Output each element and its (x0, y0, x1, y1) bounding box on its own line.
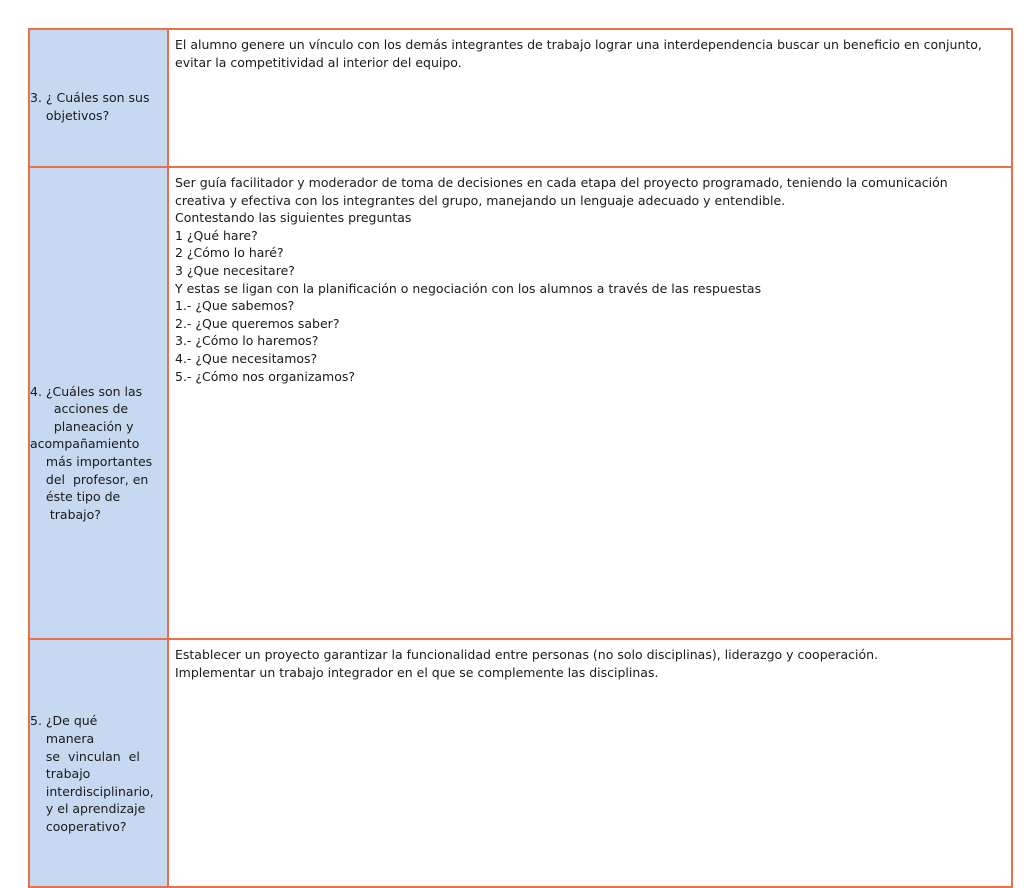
question-cell (29, 29, 168, 167)
question-line: 3. ¿ Cuáles son sus (30, 90, 150, 106)
question-cell (29, 639, 168, 887)
answer-line: 4.- ¿Que necesitamos? (175, 350, 318, 366)
table-row (29, 167, 1012, 639)
answer-line: 1.- ¿Que sabemos? (175, 298, 295, 314)
answer-line: Implementar un trabajo integrador en el que se complemente las disciplinas. (175, 664, 659, 680)
answer-line: El alumno genere un vínculo con los demás integrantes de trabajo lograr una interdependencia buscar un beneficio en conjunto, (175, 37, 982, 52)
question-line: planeación y (30, 418, 134, 434)
question-line: éste tipo de (30, 489, 121, 505)
question-line: 5. ¿De qué (30, 713, 98, 729)
question-line: acompañamiento (30, 436, 140, 452)
answer-line: 3 ¿Que necesitare? (175, 262, 295, 278)
answer-line: 2.- ¿Que queremos saber? (175, 315, 340, 331)
questions-table (28, 28, 1013, 888)
answer-line: Ser guía facilitador y moderador de toma de decisiones en cada etapa del proyecto programado, teniendo la comunicación (175, 175, 948, 190)
answer-cell (168, 639, 1012, 887)
question-line: y el aprendizaje (30, 801, 146, 817)
table-row (29, 29, 1012, 167)
table-row (29, 639, 1012, 887)
question-line: se vinculan el (30, 748, 140, 764)
question-line: trabajo (30, 766, 91, 782)
answer-line: 3.- ¿Cómo lo haremos? (175, 333, 319, 349)
question-line: 4. ¿Cuáles son las (30, 383, 143, 399)
answer-line: 1 ¿Qué hare? (175, 227, 258, 243)
answer-line: Y estas se ligan con la planificación o negociación con los alumnos a través de las respuestas (175, 280, 762, 296)
answer-cell (168, 167, 1012, 639)
answer-line: 5.- ¿Cómo nos organizamos? (175, 368, 356, 384)
question-line: trabajo? (30, 506, 101, 522)
answer-cell (168, 29, 1012, 167)
question-line: más importantes (30, 454, 153, 469)
answer-line: 2 ¿Cómo lo haré? (175, 245, 284, 261)
answer-line: creativa y efectiva con los integrantes del grupo, manejando un lenguaje adecuado y entendible. (175, 192, 786, 208)
question-line: acciones de (30, 401, 129, 417)
answer-line: Establecer un proyecto garantizar la funcionalidad entre personas (no solo disciplinas), liderazgo y cooperación. (175, 647, 879, 662)
question-line: manera (30, 731, 95, 747)
answer-line: Contestando las siguientes preguntas (175, 210, 412, 226)
question-line: objetivos? (30, 108, 110, 123)
question-line: cooperativo? (30, 818, 127, 834)
question-line: interdisciplinario, (30, 783, 154, 799)
answer-line: evitar la competitividad al interior del equipo. (175, 54, 462, 70)
question-line: del profesor, en (30, 471, 149, 487)
question-cell (29, 167, 168, 639)
